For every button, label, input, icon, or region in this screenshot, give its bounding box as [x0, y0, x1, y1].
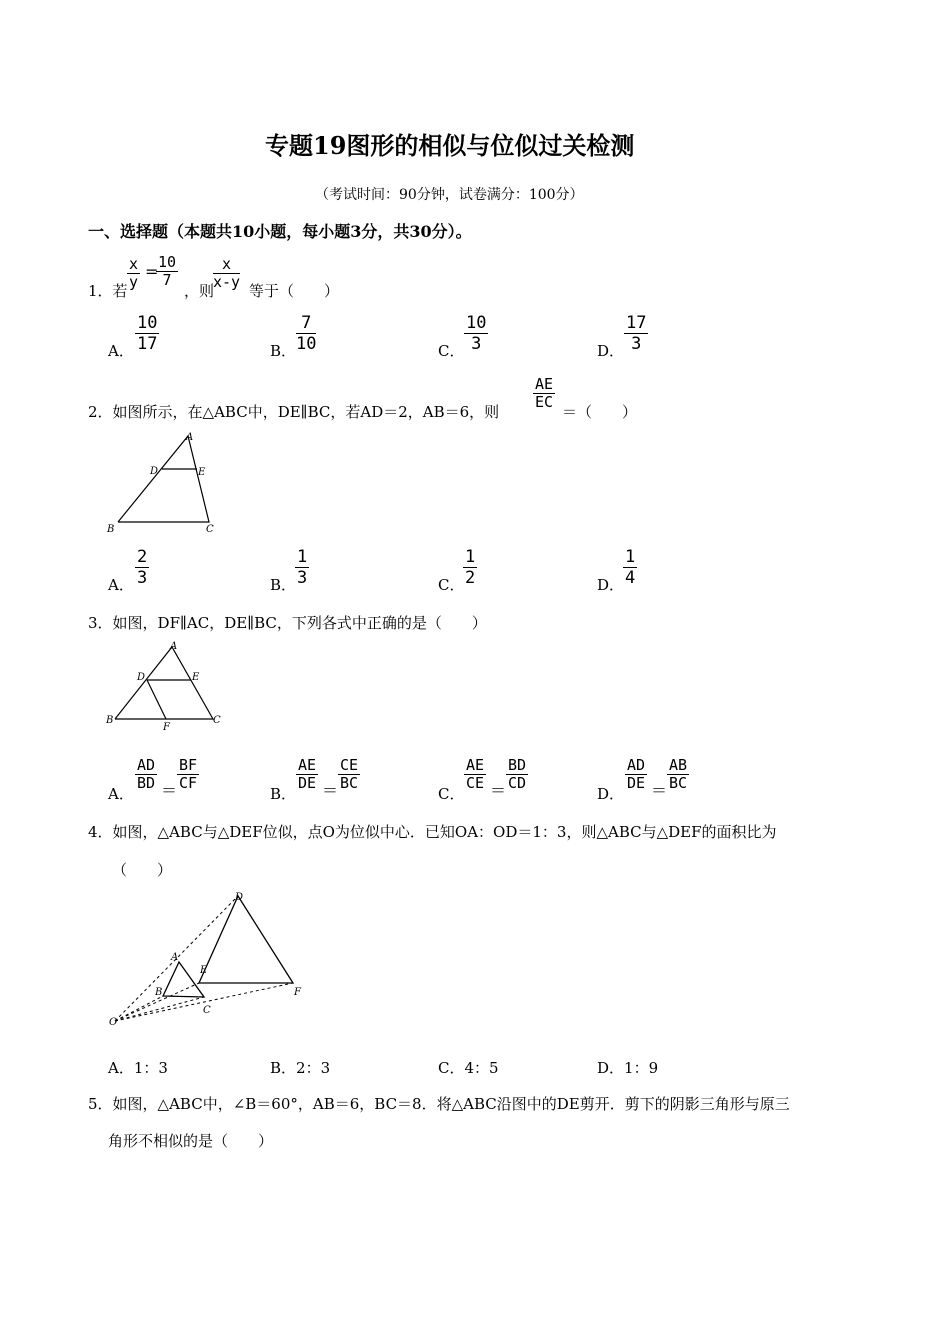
option-fraction: $\frac{1}{4}$	[625, 547, 636, 588]
option-label: A．	[108, 785, 134, 803]
equals-sign: ＝	[490, 781, 507, 800]
triangle-figure	[100, 640, 230, 735]
option-label: B．	[270, 785, 297, 803]
option-fraction: $\frac{AD}{DE}$	[627, 756, 646, 792]
equals-sign: ＝	[322, 781, 339, 800]
section-heading: 一、选择题（本题共10小题，每小题3分，共30分）。	[88, 222, 472, 241]
svg-text:E: E	[200, 965, 208, 976]
question-text: 1．若	[88, 282, 128, 300]
page-title: 专题19图形的相似与位似过关检测	[265, 131, 635, 160]
option-label: A．	[108, 576, 134, 594]
option-fraction: $\frac{BF}{CF}$	[179, 756, 198, 792]
question-text: 5．如图，△ABC中，∠B＝60°，AB＝6，BC＝8．将△ABC沿图中的DE剪开．剪下的阴影三角形与原三	[88, 1095, 790, 1113]
svg-text:C: C	[203, 1005, 211, 1016]
option-label: A．	[108, 342, 134, 360]
question-text: ，则	[184, 282, 215, 300]
equals-sign: ＝	[161, 781, 178, 800]
option-text: C．4：5	[438, 1059, 499, 1077]
svg-text:C: C	[213, 715, 221, 726]
question-text: 3．如图，DF∥AC，DE∥BC，下列各式中正确的是（ ）	[88, 614, 487, 632]
svg-text:B: B	[106, 715, 114, 726]
option-fraction: $\frac{17}{3}$	[626, 313, 647, 354]
option-text: A．1：3	[108, 1059, 168, 1077]
triangle-figure	[102, 430, 232, 540]
question-text: 2．如图所示，在△ABC中，DE∥BC，若AD＝2，AB＝6，则	[88, 403, 500, 421]
fraction: $\frac{x}{x-y}$	[213, 255, 241, 291]
question-text: （ ）	[112, 861, 173, 879]
svg-text:D: D	[137, 672, 146, 683]
option-fraction: $\frac{1}{3}$	[297, 547, 308, 588]
option-fraction: $\frac{7}{10}$	[296, 313, 317, 354]
option-label: D．	[597, 342, 625, 360]
fraction: $\frac{10}{7}$	[158, 253, 177, 289]
option-fraction: $\frac{AE}{CE}$	[466, 756, 485, 792]
svg-text:A: A	[171, 952, 179, 963]
option-fraction: $\frac{AD}{BD}$	[137, 756, 156, 792]
option-label: B．	[270, 576, 297, 594]
option-fraction: $\frac{10}{3}$	[466, 313, 487, 354]
fraction: $\frac{AE}{EC}$	[535, 375, 554, 411]
exam-info: （考试时间：90分钟，试卷满分：100分）	[315, 187, 584, 203]
svg-text:A: A	[170, 641, 178, 652]
option-label: B．	[270, 342, 297, 360]
option-fraction: $\frac{CE}{BC}$	[340, 756, 359, 792]
option-fraction: $\frac{1}{2}$	[465, 547, 476, 588]
question-text: 等于（ ）	[249, 282, 340, 300]
option-label: D．	[597, 785, 625, 803]
svg-text:O: O	[109, 1017, 118, 1028]
svg-text:F: F	[294, 987, 301, 998]
svg-text:E: E	[192, 672, 200, 683]
svg-text:E: E	[198, 467, 206, 478]
option-label: D．	[597, 576, 625, 594]
option-label: C．	[438, 785, 465, 803]
svg-text:B: B	[155, 987, 163, 998]
question-text: ＝（ ）	[562, 403, 638, 421]
option-fraction: $\frac{2}{3}$	[137, 547, 148, 588]
option-text: B．2：3	[270, 1059, 331, 1077]
equals-sign: =	[145, 262, 159, 281]
svg-text:D: D	[235, 892, 244, 903]
option-label: C．	[438, 576, 465, 594]
option-fraction: $\frac{10}{17}$	[137, 313, 158, 354]
homothety-figure	[103, 885, 318, 1035]
question-text: 角形不相似的是（ ）	[108, 1132, 274, 1150]
svg-text:B: B	[107, 524, 115, 535]
option-fraction: $\frac{AB}{BC}$	[669, 756, 688, 792]
fraction: $\frac{x}{y}$	[129, 255, 139, 291]
option-fraction: $\frac{BD}{CD}$	[508, 756, 527, 792]
question-text: 4．如图，△ABC与△DEF位似，点O为位似中心．已知OA：OD＝1：3，则△ABC与△DEF的面积比为	[88, 823, 777, 841]
svg-text:D: D	[150, 466, 159, 477]
svg-text:A: A	[186, 432, 194, 443]
option-text: D．1：9	[597, 1059, 659, 1077]
option-label: C．	[438, 342, 465, 360]
option-fraction: $\frac{AE}{DE}$	[298, 756, 317, 792]
svg-text:C: C	[206, 524, 214, 535]
svg-text:F: F	[163, 722, 170, 733]
equals-sign: ＝	[651, 781, 668, 800]
